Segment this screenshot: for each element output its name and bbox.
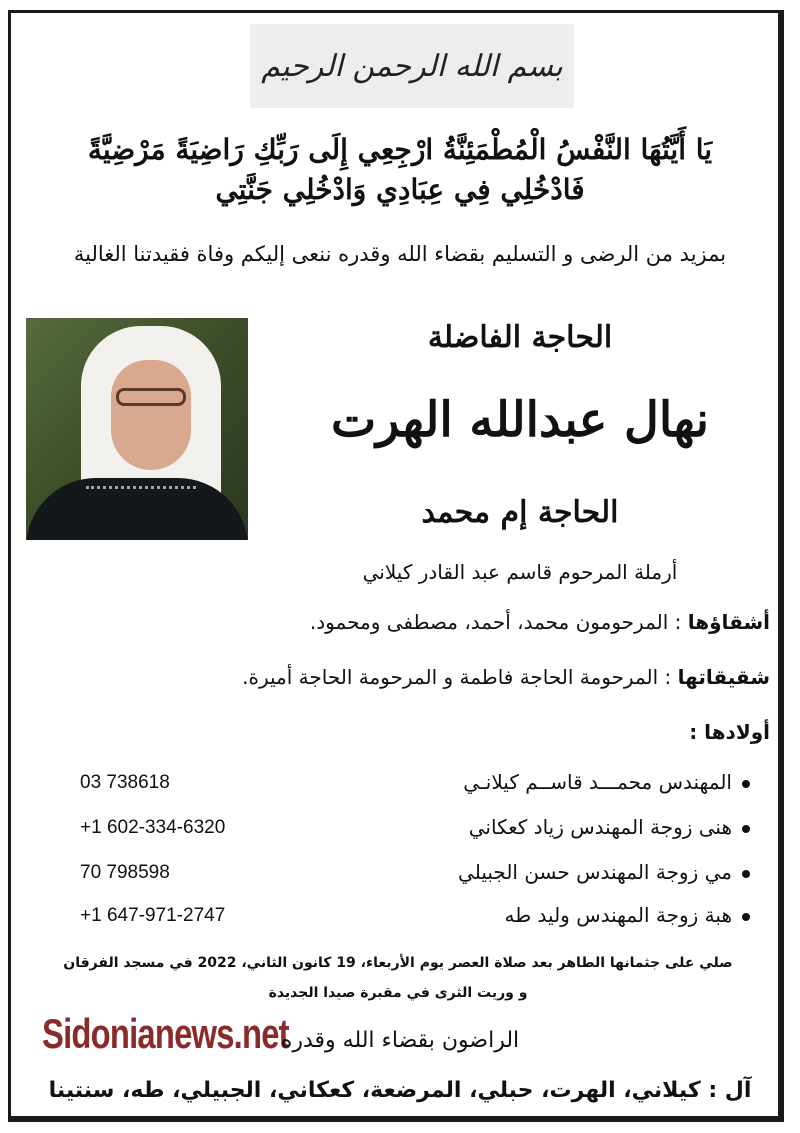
honorific-title: الحاجة الفاضلة <box>427 320 613 355</box>
child-row <box>60 815 750 851</box>
child-name: المهندس محمـــد قاســم كيلانـي <box>463 770 732 794</box>
child-phone: 03 738618 <box>80 772 170 793</box>
basmala-calligraphy: بسم الله الرحمن الرحيم <box>250 24 574 108</box>
photo-glasses-shape <box>116 388 186 406</box>
photo-face-shape <box>111 360 191 470</box>
bullet-icon <box>742 913 750 921</box>
child-name: هنى زوجة المهندس زياد كعكاني <box>468 815 732 839</box>
child-name: هبة زوجة المهندس وليد طه <box>504 903 732 927</box>
sisters-names: : المرحومة الحاجة فاطمة و المرحومة الحاجة أميرة. <box>242 665 672 689</box>
deceased-kunya: الحاجة إم محمد <box>421 495 619 530</box>
bullet-icon <box>742 780 750 788</box>
child-phone: 70 798598 <box>80 862 170 883</box>
brothers-line <box>30 610 770 634</box>
child-row <box>60 860 750 896</box>
death-announcement-intro: بمزيد من الرضى و التسليم بقضاء الله وقدره ننعى إليكم وفاة فقيدتنا الغالية <box>73 242 727 266</box>
widow-of-line: أرملة المرحوم قاسم عبد القادر كيلاني <box>362 560 678 584</box>
child-item <box>505 903 750 927</box>
site-watermark: Sidonianews.net <box>42 1010 289 1057</box>
child-phone: +1 647-971-2747 <box>80 905 226 926</box>
sisters-line <box>30 665 770 689</box>
brothers-names: : المرحومون محمد، أحمد، مصطفى ومحمود. <box>309 610 682 634</box>
deceased-photo <box>26 318 248 540</box>
brothers-label: أشقاؤها <box>687 610 770 634</box>
child-item <box>463 770 750 794</box>
quran-verse-line-2: فَادْخُلِي فِي عِبَادِي وَادْخُلِي جَنَّتِي <box>215 173 585 206</box>
funeral-details-line-1: صلي على جثمانها الطاهر بعد صلاة العصر يوم الأربعاء، 19 كانون الثاني، 2022 في مسجد الفرقان <box>63 955 733 971</box>
child-phone: +1 602-334-6320 <box>80 817 226 838</box>
sisters-label: شقيقاتها <box>677 665 770 689</box>
family-names: آل : كيلاني، الهرت، حبلي، المرضعة، كعكاني، الجبيلي، طه، سنتينا <box>48 1078 752 1103</box>
child-name: مي زوجة المهندس حسن الجبيلي <box>458 860 732 884</box>
resigned-phrase: الراضون بقضاء الله وقدره <box>280 1028 520 1053</box>
bullet-icon <box>742 825 750 833</box>
photo-dress-trim <box>86 486 196 495</box>
deceased-name: نهال عبدالله الهرت <box>330 392 710 448</box>
child-item <box>469 815 750 839</box>
funeral-details-line-2: و وريت الثرى في مقبرة صيدا الجديدة <box>268 985 528 1001</box>
child-row <box>60 770 750 806</box>
child-row <box>60 903 750 939</box>
quran-verse-line-1: يَا أَيَّتُهَا النَّفْسُ الْمُطْمَئِنَّةُ ارْجِعِي إِلَى رَبِّكِ رَاضِيَةً مَرْضِيَّةً <box>87 133 713 166</box>
child-item <box>458 860 750 884</box>
quran-verse <box>40 130 760 210</box>
bullet-icon <box>742 870 750 878</box>
children-label: أولادها : <box>689 720 770 744</box>
